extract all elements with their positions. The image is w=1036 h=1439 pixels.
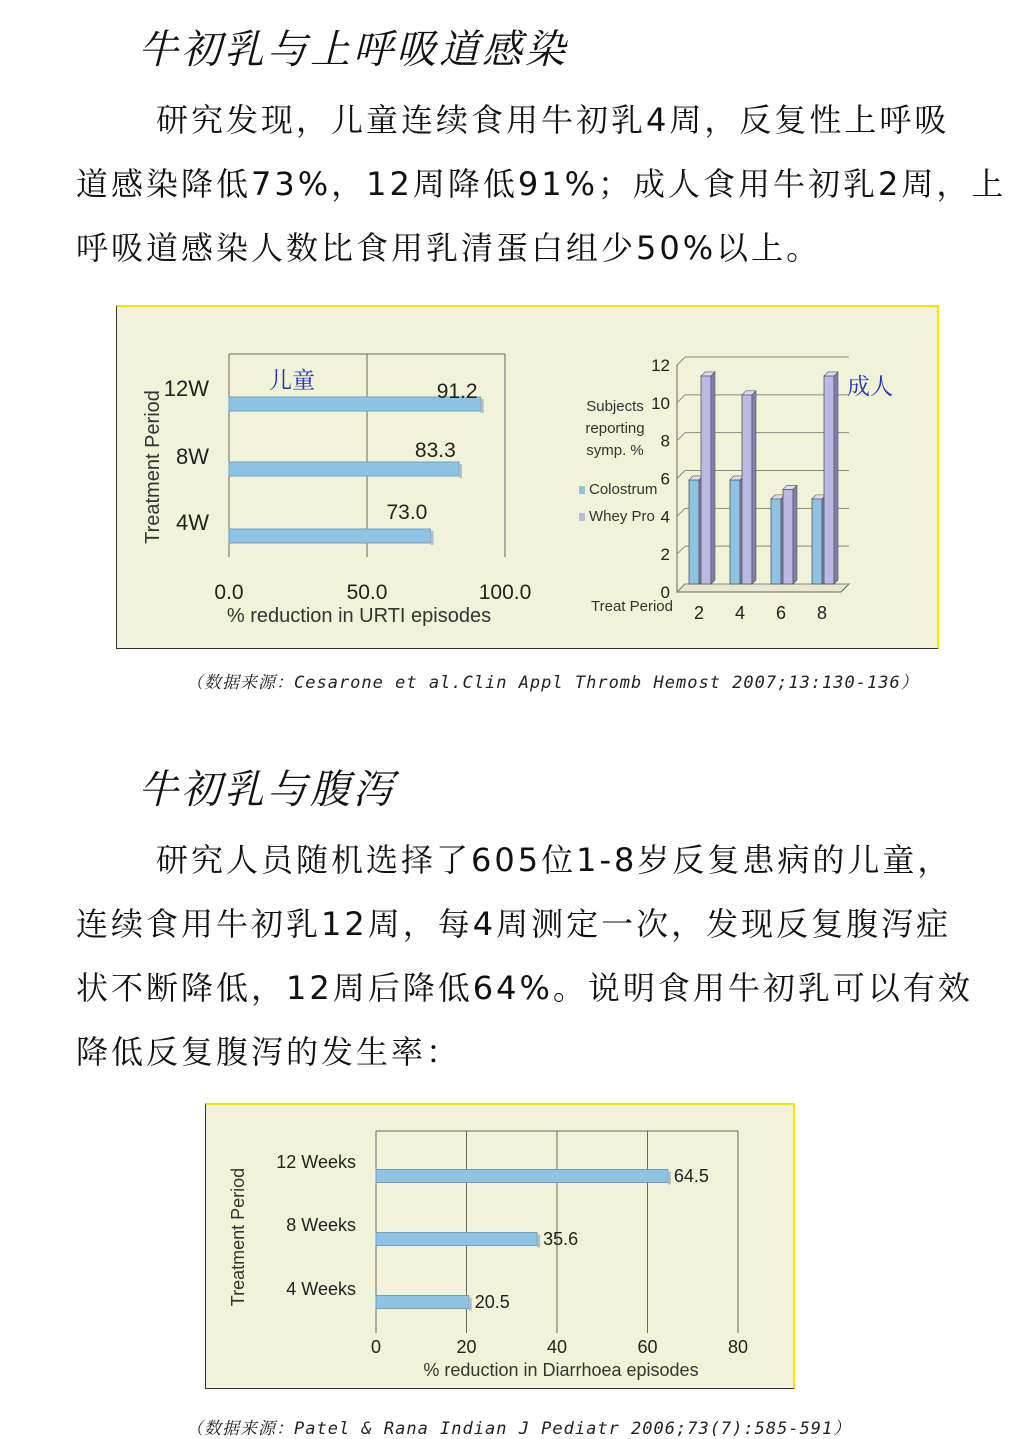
urti-x-tick-label: 50.0: [346, 581, 388, 604]
diarrhoea-x-axis-label: % reduction in Diarrhoea episodes: [423, 1360, 699, 1380]
adult-y-tick-label: 12: [651, 356, 670, 375]
urti-category-label: 8W: [176, 444, 209, 469]
adult-y-axis-label-line: reporting: [585, 420, 645, 437]
adult-y-tick-label: 0: [660, 583, 670, 602]
diarrhoea-category-label: 8 Weeks: [286, 1215, 356, 1235]
urti-bar-shadow: [459, 464, 462, 478]
adult-bar-colostrum: [689, 480, 699, 584]
adult-legend-swatch: [579, 486, 585, 494]
section1-line-1-text: 研究发现，儿童连续食用牛初乳4周，反复性上呼吸: [156, 101, 950, 139]
adult-gridline-depth: [677, 357, 685, 365]
diarrhoea-x-tick-label: 0: [370, 1337, 382, 1357]
adult-bar-whey-pro: [701, 376, 711, 584]
adult-bar-side: [711, 372, 715, 584]
urti-category-label: 12W: [163, 376, 209, 401]
adult-x-tick-label: 4: [734, 603, 746, 623]
adult-x-tick-label: 2: [693, 603, 705, 623]
diarrhoea-bar: [376, 1296, 469, 1309]
section2-line-2: 连续食用牛初乳12周，每4周测定一次，发现反复腹泻症: [76, 905, 952, 943]
adult-bar-whey-pro: [824, 376, 834, 584]
adult-gridline-depth: [677, 546, 685, 554]
adult-chart-annotation: 成人: [847, 373, 893, 399]
adult-y-tick-label: 6: [660, 469, 670, 489]
urti-bar-shadow: [430, 531, 433, 545]
diarrhoea-value-label: 20.5: [474, 1292, 510, 1312]
adult-bar-colostrum: [812, 499, 822, 584]
adult-y-tick-label: 8: [660, 431, 670, 451]
urti-x-tick-label: 0.0: [214, 581, 244, 604]
adult-bar-side: [752, 391, 756, 584]
adult-x-axis-label: Treat Period: [591, 598, 673, 615]
urti-bar-shadow: [481, 399, 484, 413]
urti-y-axis-label: Treatment Period: [142, 390, 164, 544]
diarrhoea-chart-panel: [205, 1103, 795, 1389]
adult-x-tick-label: 8: [816, 603, 828, 623]
adult-bar-whey-pro: [742, 395, 752, 584]
diarrhoea-bar-shadow: [469, 1298, 472, 1311]
adult-y-tick-label: 4: [660, 507, 670, 527]
adult-gridline-depth: [677, 433, 685, 441]
adult-legend-label: Colostrum: [589, 481, 658, 498]
section1-source-caption: （数据来源：Cesarone et al.Clin Appl Thromb Hemost 2007;13:130-136）: [186, 673, 919, 693]
section2-heading: 牛初乳与腹泻: [138, 767, 396, 813]
diarrhoea-chart-svg: [206, 1105, 793, 1388]
urti-x-axis-label: % reduction in URTI episodes: [226, 605, 492, 627]
adult-y-tick-label: 2: [660, 545, 670, 565]
section2-source-caption: （数据来源：Patel & Rana Indian J Pediatr 2006;73(7):585-591）: [186, 1419, 852, 1439]
section2-line-4: 降低反复腹泻的发生率：: [76, 1033, 462, 1071]
section2-line-3: 状不断降低，12周后降低64%。说明食用牛初乳可以有效: [76, 969, 973, 1007]
urti-value-label: 91.2: [436, 380, 478, 403]
section1-line-2: 道感染降低73%，12周降低91%；成人食用牛初乳2周，上: [76, 165, 1007, 203]
adult-chart-floor: [677, 584, 849, 592]
diarrhoea-bar-shadow: [668, 1172, 671, 1185]
section2-line-1: [76, 828, 976, 892]
urti-category-label: 4W: [176, 510, 209, 535]
diarrhoea-value-label: 64.5: [673, 1166, 709, 1186]
adult-gridline-depth: [677, 395, 685, 403]
section2-paragraph: [76, 828, 976, 1084]
urti-value-label: 73.0: [386, 501, 428, 524]
adult-y-tick-label: 10: [651, 393, 670, 413]
urti-bar: [229, 529, 430, 543]
adult-x-tick-label: 6: [775, 603, 787, 623]
section2-line-1-text: 研究人员随机选择了605位1-8岁反复患病的儿童，: [156, 841, 953, 879]
section1-line-1: [76, 88, 976, 152]
section1-heading: 牛初乳与上呼吸道感染: [138, 27, 568, 73]
section1-paragraph: [76, 88, 1007, 280]
adult-y-axis-label-line: Subjects: [586, 398, 644, 415]
diarrhoea-x-tick-label: 80: [727, 1337, 749, 1357]
diarrhoea-bar-shadow: [537, 1235, 540, 1248]
adult-legend-label: Whey Pro: [589, 508, 655, 525]
diarrhoea-x-tick-label: 20: [456, 1337, 477, 1357]
adult-gridline-depth: [677, 508, 685, 516]
adult-bar-side: [793, 485, 797, 584]
diarrhoea-y-axis-label: Treatment Period: [228, 1167, 248, 1307]
diarrhoea-x-tick-label: 60: [637, 1337, 658, 1357]
diarrhoea-bar: [376, 1233, 537, 1246]
adult-bar-colostrum: [771, 499, 781, 584]
diarrhoea-category-label: 12 Weeks: [276, 1152, 356, 1172]
adult-bar-side: [834, 372, 838, 584]
adult-y-axis-label-line: symp. %: [586, 442, 644, 459]
diarrhoea-category-label: 4 Weeks: [286, 1279, 356, 1299]
adult-gridline-depth: [677, 471, 685, 479]
diarrhoea-bar: [376, 1170, 668, 1183]
adult-legend-swatch: [579, 513, 585, 521]
section1-line-3: 呼吸道感染人数比食用乳清蛋白组少50%以上。: [76, 229, 822, 267]
adult-bar-colostrum: [730, 480, 740, 584]
diarrhoea-value-label: 35.6: [543, 1229, 579, 1249]
urti-chart-panel: [116, 305, 939, 649]
urti-x-tick-label: 100.0: [478, 581, 532, 604]
urti-chart-annotation: 儿童: [269, 367, 315, 393]
urti-value-label: 83.3: [414, 439, 456, 462]
urti-bar: [229, 462, 459, 476]
adult-bar-whey-pro: [783, 489, 793, 584]
diarrhoea-x-tick-label: 40: [546, 1337, 568, 1357]
urti-charts-svg: [117, 307, 937, 648]
